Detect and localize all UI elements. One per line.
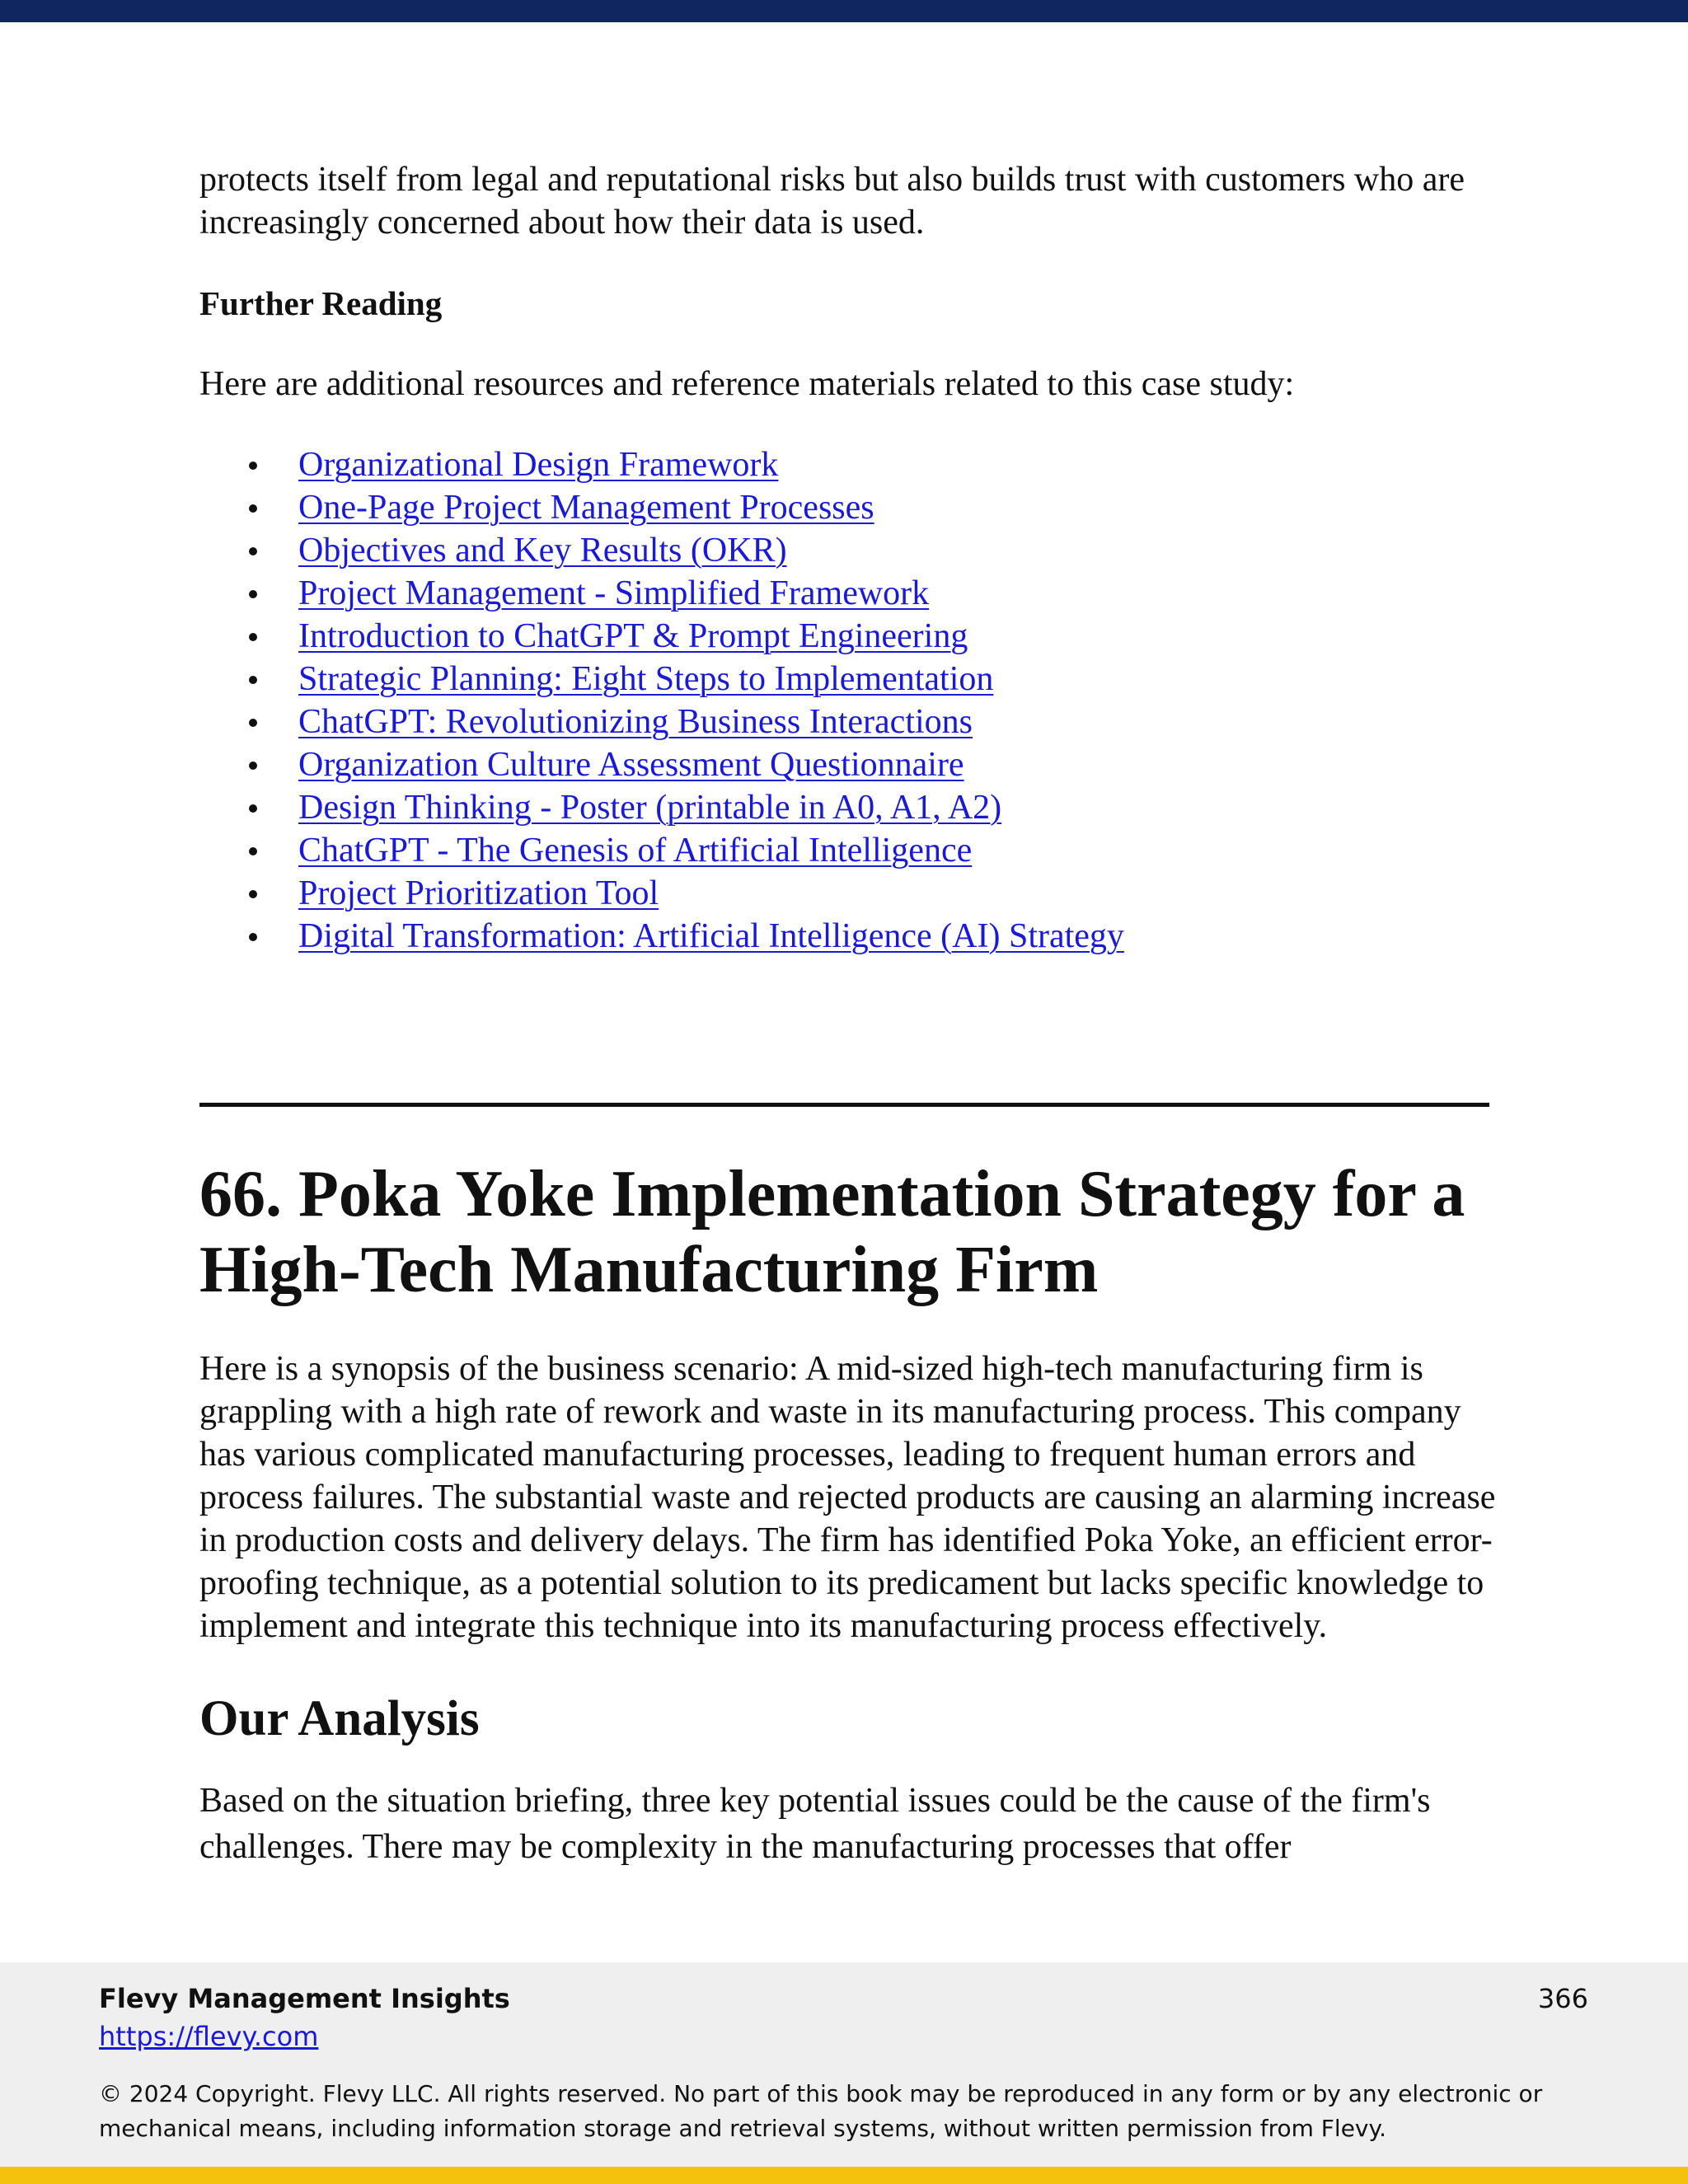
bullet-icon [249, 547, 257, 555]
bullet-icon [249, 719, 257, 727]
bullet-icon [249, 847, 257, 855]
page-number: 366 [1537, 1983, 1588, 2014]
page-content [199, 158, 1489, 958]
reading-link[interactable]: Introduction to ChatGPT & Prompt Engineering [298, 617, 968, 655]
reading-link[interactable]: ChatGPT: Revolutionizing Business Interactions [298, 703, 973, 741]
reading-link[interactable]: Objectives and Key Results (OKR) [298, 532, 787, 569]
reading-link[interactable]: Design Thinking - Poster (printable in A0, A1, A2) [298, 789, 1002, 827]
intro-paragraph: protects itself from legal and reputational risks but also builds trust with customers who are increasingly concerned about how their data is used. [199, 161, 1465, 241]
bullet-icon [249, 890, 257, 898]
page-footer [0, 1962, 1688, 2167]
reading-link[interactable]: Project Management - Simplified Framework [298, 574, 930, 612]
top-color-bar [0, 0, 1688, 22]
list-item [199, 872, 1489, 915]
reading-link[interactable]: Digital Transformation: Artificial Intelligence (AI) Strategy [298, 917, 1124, 955]
list-item [199, 701, 1489, 743]
reading-link[interactable]: Organization Culture Assessment Questionnaire [298, 746, 964, 784]
bullet-icon [249, 933, 257, 941]
list-item [199, 829, 1489, 872]
list-item [199, 443, 1489, 486]
further-reading-list [199, 443, 1489, 958]
list-item [199, 743, 1489, 786]
list-item [199, 529, 1489, 572]
bullet-icon [249, 462, 257, 470]
list-item [199, 786, 1489, 829]
bullet-icon [249, 762, 257, 770]
list-item [199, 658, 1489, 701]
analysis-paragraph: Based on the situation briefing, three key potential issues could be the cause of the firm's challenges. There may be complexity in the manufacturing processes that offer [199, 1782, 1431, 1866]
reading-link[interactable]: ChatGPT - The Genesis of Artificial Intelligence [298, 832, 973, 869]
list-item [199, 615, 1489, 658]
bullet-icon [249, 504, 257, 513]
copyright-notice: © 2024 Copyright. Flevy LLC. All rights reserved. No part of this book may be reproduced in any form or by any electronic or mechanical means, including information storage and retrieval systems, without written permission from Flevy. [99, 2080, 1543, 2142]
analysis-heading: Our Analysis [199, 1691, 480, 1746]
section-divider [199, 1103, 1489, 1107]
section-body [199, 1347, 1502, 1870]
footer-url-link[interactable]: https://flevy.com [99, 2021, 319, 2052]
list-item [199, 572, 1489, 615]
list-item [199, 915, 1489, 958]
bullet-icon [249, 804, 257, 813]
footer-brand: Flevy Management Insights [99, 1983, 510, 2014]
further-reading-intro: Here are additional resources and reference materials related to this case study: [199, 365, 1295, 403]
reading-link[interactable]: Strategic Planning: Eight Steps to Implementation [298, 660, 994, 698]
reading-link[interactable]: Project Prioritization Tool [298, 874, 659, 912]
bottom-color-bar [0, 2167, 1688, 2184]
list-item [199, 486, 1489, 529]
bullet-icon [249, 633, 257, 641]
reading-link[interactable]: Organizational Design Framework [298, 446, 779, 484]
section-title: 66. Poka Yoke Implementation Strategy for a High-Tech Manufacturing Firm [199, 1158, 1465, 1306]
synopsis-paragraph: Here is a synopsis of the business scenario: A mid-sized high-tech manufacturing firm is grappling with a high rate of rework and waste in its manufacturing process. This company has various complicated manufacturing processes, leading to frequent human errors and process failures. The substantial waste and rejected products are causing an alarming increase in production costs and delivery delays. The firm has identified Poka Yoke, an efficient error-proofing technique, as a potential solution to its predicament but lacks specific knowledge to implement and integrate this technique into its manufacturing process effectively. [199, 1350, 1496, 1645]
bullet-icon [249, 676, 257, 684]
bullet-icon [249, 590, 257, 598]
reading-link[interactable]: One-Page Project Management Processes [298, 489, 874, 527]
further-reading-heading: Further Reading [199, 284, 443, 322]
